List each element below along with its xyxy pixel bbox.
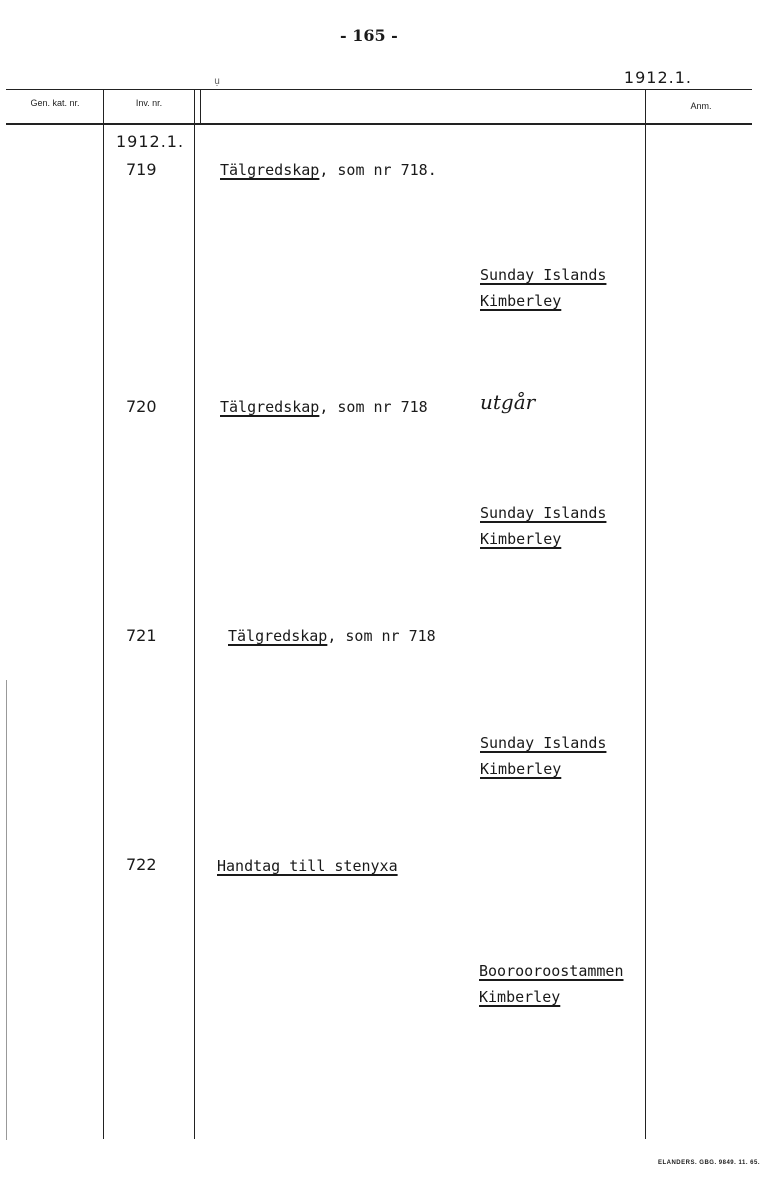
location-place: Sunday Islands [480,504,607,522]
stray-mark: ụ [214,76,221,87]
page-number: - 165 - [340,26,398,45]
location-place: Sunday Islands [480,266,607,284]
column-header-anm: Anm. [690,101,712,111]
column-divider-4 [645,89,646,1139]
entry-description [220,398,428,416]
entry-reference: , som nr 718 [327,627,436,645]
inventory-year: 1912.1. [116,132,185,151]
entry-description [228,627,436,645]
entry-location [480,730,606,782]
column-divider-3 [200,89,201,125]
entry-description [220,161,437,179]
column-header-gen-kat: Gen. kat. nr. [30,98,80,108]
entry-number: 722 [126,855,157,874]
header-bottom-rule [6,123,752,125]
handwritten-note: utgår [480,390,536,414]
printer-imprint: ELANDERS. GBG. 9849. 11. 65. [657,1160,760,1166]
entry-number: 719 [126,160,157,179]
entry-location [479,958,624,1010]
entry-number: 720 [126,397,157,416]
column-divider-1 [103,89,104,1139]
entry-number: 721 [126,626,157,645]
column-divider-2 [194,89,195,1139]
column-header-inv: Inv. nr. [135,98,163,108]
entry-reference: , som nr 718 [319,398,428,416]
year-header: 1912.1. [623,68,692,87]
location-region: Kimberley [480,760,562,778]
entry-title: Handtag till stenyxa [217,857,398,875]
entry-description [217,857,398,875]
entry-title: Tälgredskap [220,398,320,416]
location-place: Sunday Islands [480,734,607,752]
location-region: Kimberley [480,530,562,548]
location-region: Kimberley [479,988,561,1006]
entry-reference: , som nr 718. [319,161,437,179]
entry-title: Tälgredskap [220,161,320,179]
left-edge-line [6,680,7,1140]
header-top-rule [6,89,752,90]
location-place: Boorooroostammen [479,962,624,980]
entry-title: Tälgredskap [228,627,328,645]
location-region: Kimberley [480,292,562,310]
entry-location [480,262,606,314]
entry-location [480,500,606,552]
